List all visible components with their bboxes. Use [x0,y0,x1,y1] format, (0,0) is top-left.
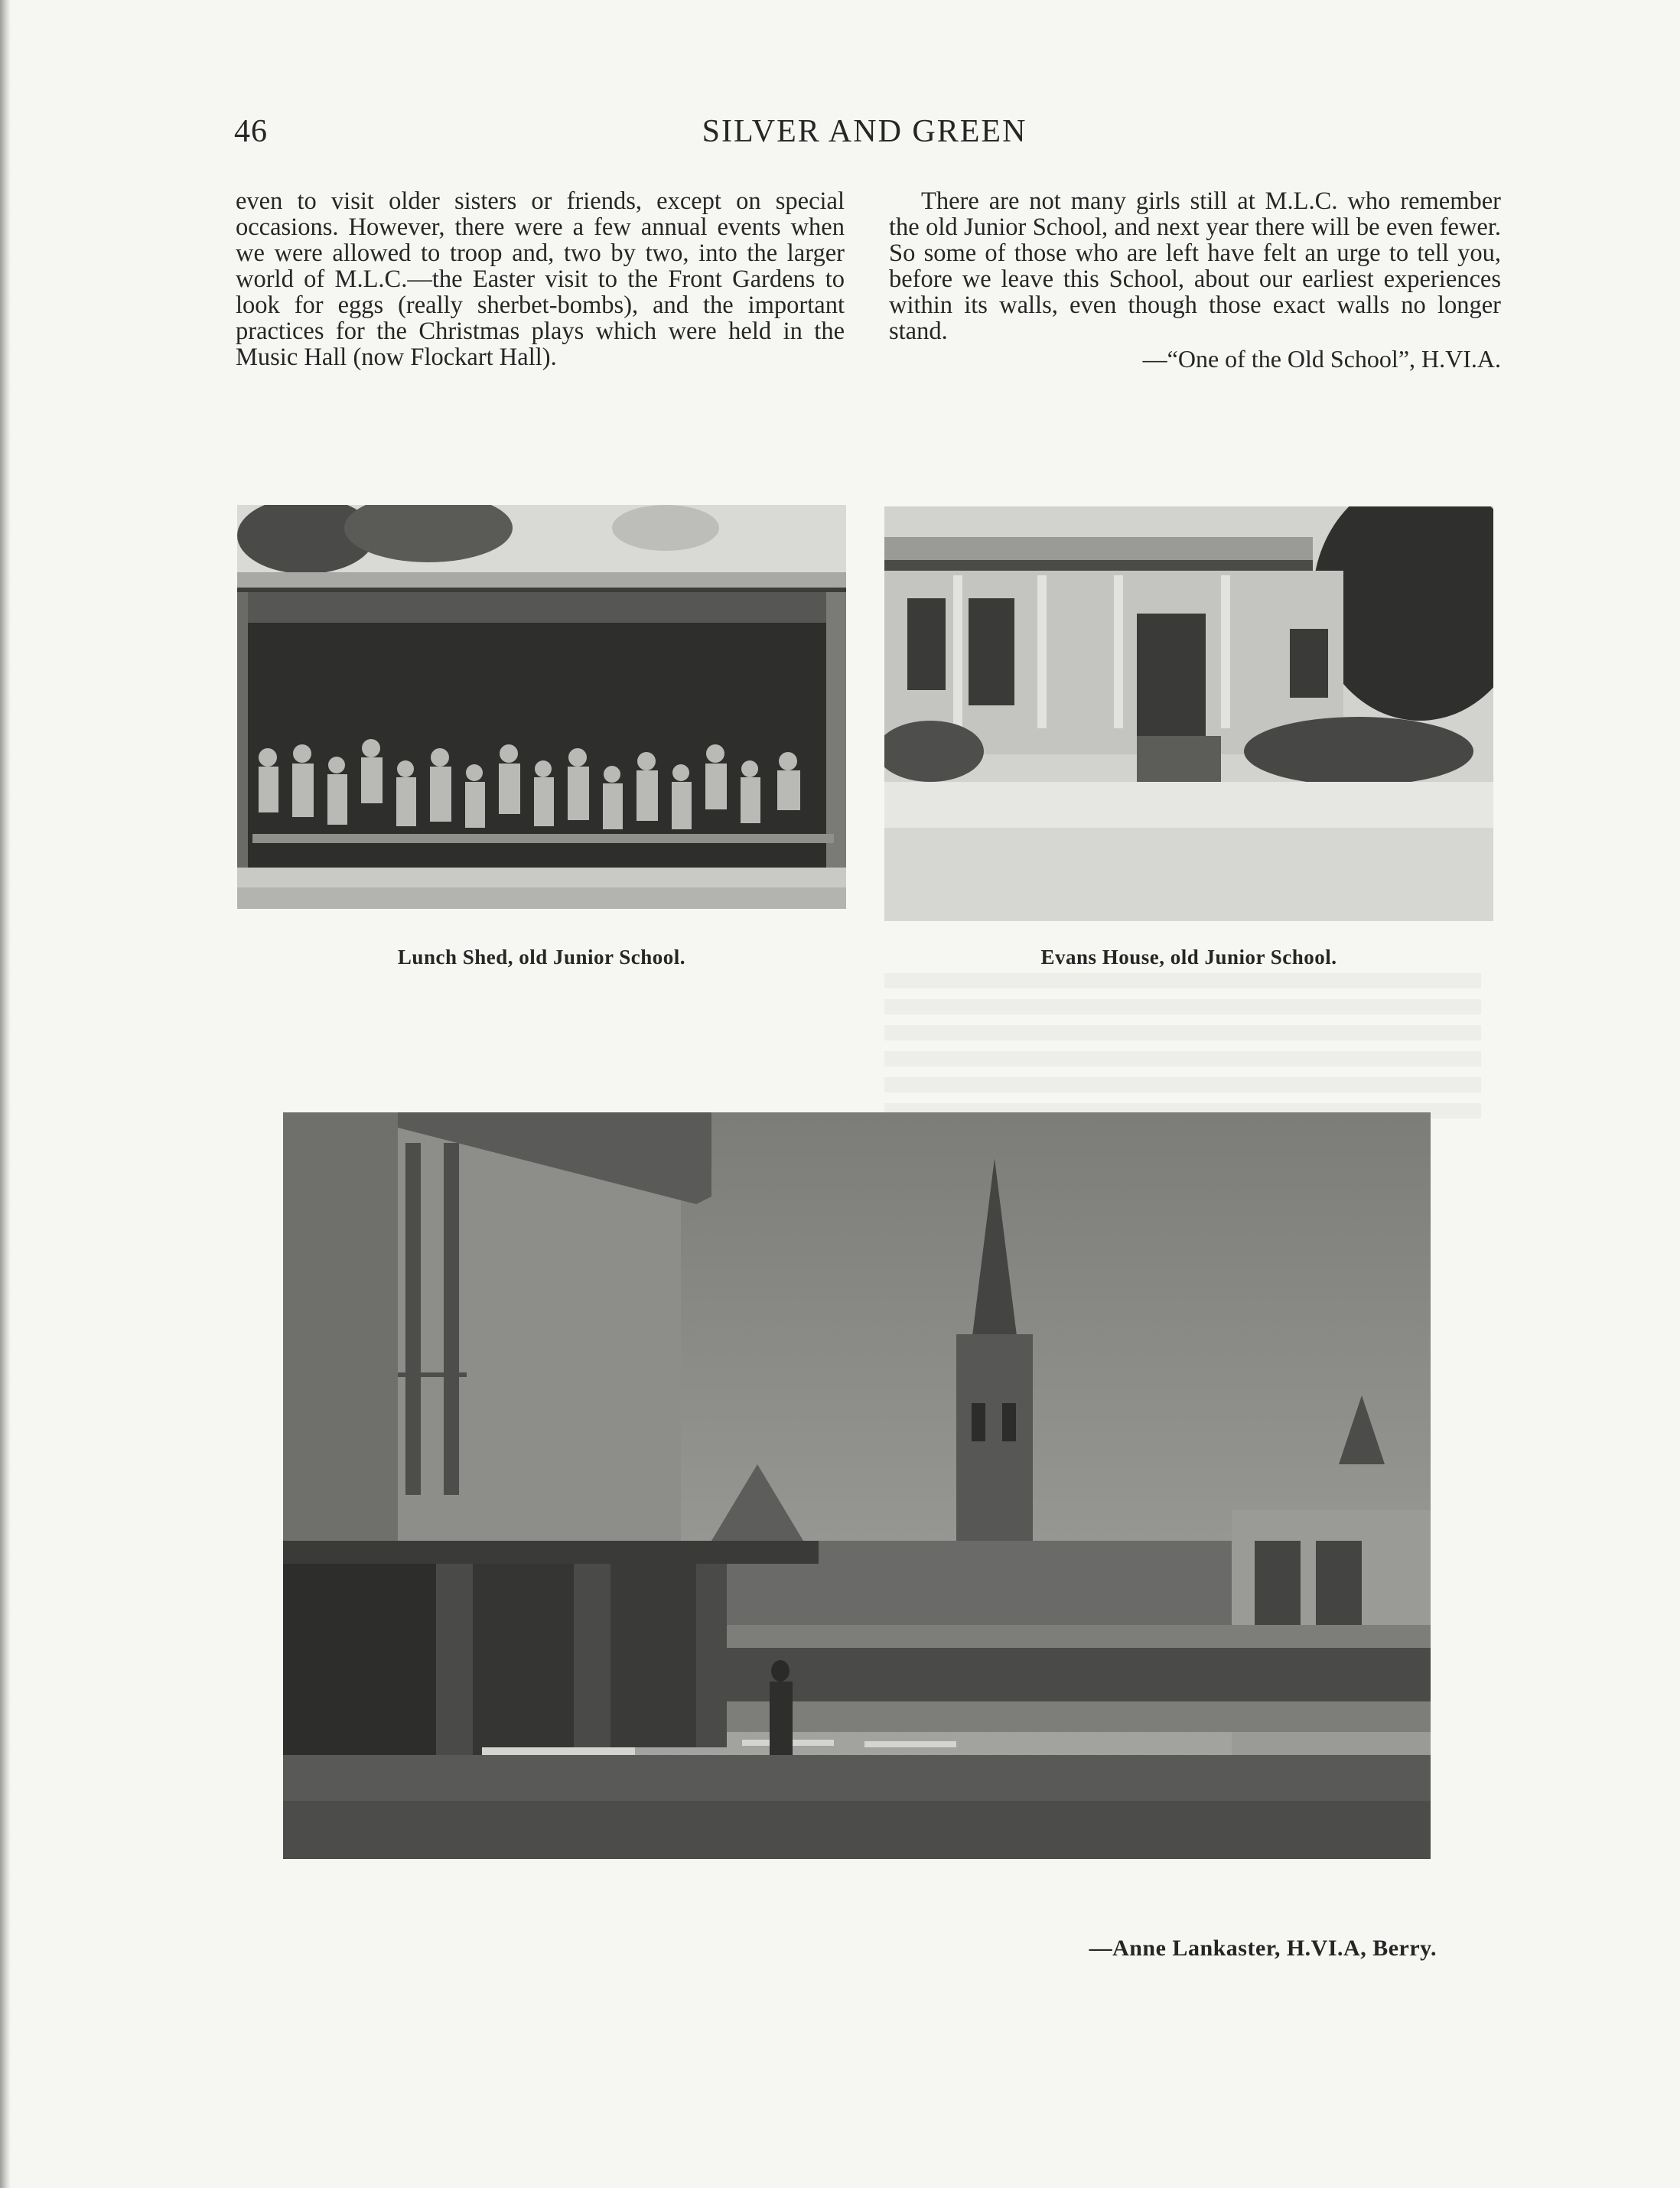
school-hall-photo [283,1112,1431,1859]
left-paragraph: even to visit older sisters or friends, except on special occasions. However, there were a few annual events when we were allowed to troop and, two by two, into the larger world of M.L.C.—the Easter visit to the Front Gardens to look for eggs (really sherbet-bombs), and the important practices for the Christmas plays which were held in the Music Hall (now Flockart Hall). [236,187,845,371]
lunch-shed-image [237,505,846,909]
right-text-column [889,188,1501,372]
page-number: 46 [234,114,268,149]
lunch-shed-photo [237,505,846,909]
page-binding-edge [0,0,11,2188]
right-paragraph: There are not many girls still at M.L.C. who remember the old Junior School, and next year there will be even fewer. So some of those who are left have felt an urge to tell you, before we leave this School, about our earliest experiences within its walls, even though those exact walls no longer stand. [889,187,1501,345]
photo-credit: —Anne Lankaster, H.VI.A, Berry. [1089,1936,1437,1961]
school-hall-image [283,1112,1431,1859]
evans-house-caption: Evans House, old Junior School. [1040,946,1337,969]
right-signature: —“One of the Old School”, H.VI.A. [1142,345,1501,373]
running-title: SILVER AND GREEN [702,114,1027,149]
show-through-text [884,973,1481,1126]
evans-house-photo [884,506,1493,921]
lunch-shed-caption: Lunch Shed, old Junior School. [397,946,686,969]
evans-house-image [884,506,1493,921]
left-text-column [236,188,845,370]
